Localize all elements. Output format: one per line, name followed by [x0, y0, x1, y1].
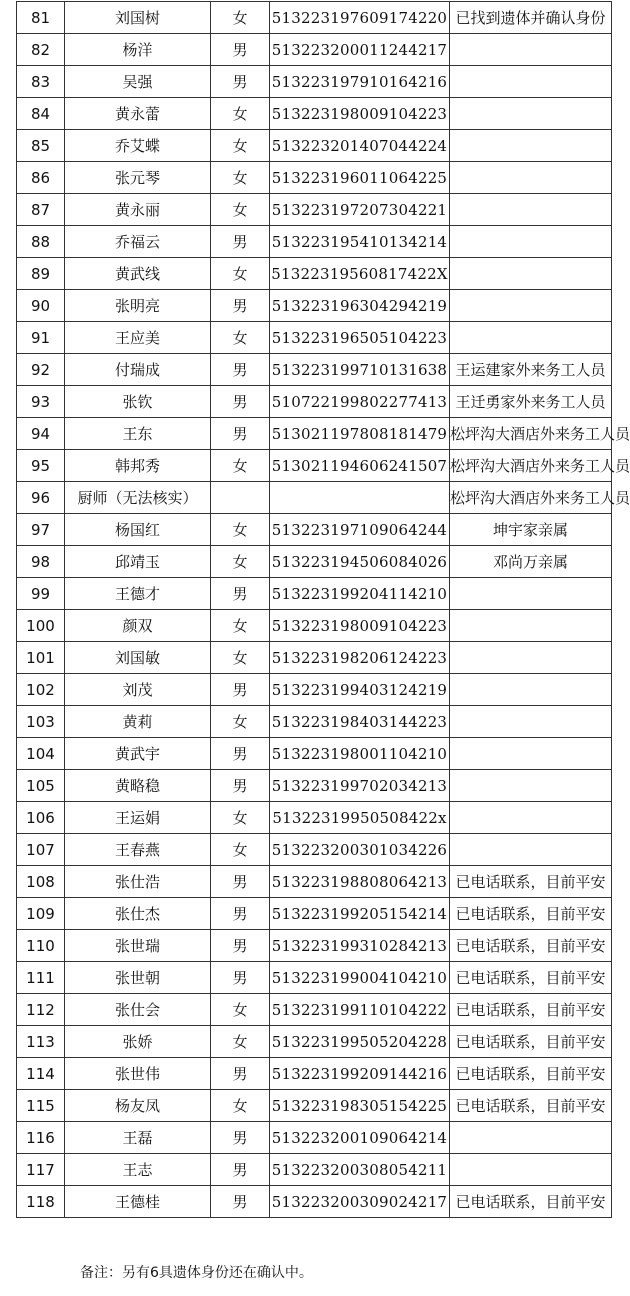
id-number-cell: 513223201407044224 — [270, 130, 450, 162]
table-row — [17, 866, 612, 898]
gender-cell: 女 — [211, 130, 270, 162]
id-number-cell: 513223200308054211 — [270, 1154, 450, 1186]
gender-cell: 男 — [211, 1122, 270, 1154]
row-number-cell: 99 — [17, 578, 65, 610]
table-row — [17, 290, 612, 322]
note-cell — [450, 738, 612, 770]
name-cell: 黄永丽 — [65, 194, 211, 226]
note-cell: 王运建家外来务工人员 — [450, 354, 612, 386]
note-cell — [450, 162, 612, 194]
table-row — [17, 226, 612, 258]
table-row — [17, 642, 612, 674]
row-number-cell: 89 — [17, 258, 65, 290]
row-number-cell: 88 — [17, 226, 65, 258]
gender-cell: 女 — [211, 514, 270, 546]
name-cell: 张明亮 — [65, 290, 211, 322]
name-cell: 黄武线 — [65, 258, 211, 290]
note-cell — [450, 610, 612, 642]
gender-cell: 男 — [211, 66, 270, 98]
gender-cell: 女 — [211, 706, 270, 738]
table-row — [17, 130, 612, 162]
gender-cell: 女 — [211, 258, 270, 290]
row-number-cell: 93 — [17, 386, 65, 418]
note-cell — [450, 130, 612, 162]
table-row — [17, 1058, 612, 1090]
name-cell: 王东 — [65, 418, 211, 450]
table-row — [17, 610, 612, 642]
id-number-cell: 513223198001104210 — [270, 738, 450, 770]
table-row — [17, 34, 612, 66]
row-number-cell: 107 — [17, 834, 65, 866]
gender-cell: 男 — [211, 930, 270, 962]
footnote: 备注：另有6具遗体身份还在确认中。 — [80, 1265, 313, 1281]
name-cell: 张元琴 — [65, 162, 211, 194]
id-number-cell: 513223198305154225 — [270, 1090, 450, 1122]
row-number-cell: 112 — [17, 994, 65, 1026]
name-cell: 王运娟 — [65, 802, 211, 834]
note-cell — [450, 706, 612, 738]
gender-cell: 女 — [211, 802, 270, 834]
id-number-cell: 513223200301034226 — [270, 834, 450, 866]
row-number-cell: 82 — [17, 34, 65, 66]
table-row — [17, 258, 612, 290]
note-cell — [450, 34, 612, 66]
id-number-cell: 513223198009104223 — [270, 98, 450, 130]
gender-cell: 女 — [211, 450, 270, 482]
gender-cell: 男 — [211, 1154, 270, 1186]
name-cell: 杨洋 — [65, 34, 211, 66]
row-number-cell: 91 — [17, 322, 65, 354]
note-cell — [450, 1122, 612, 1154]
id-number-cell: 513223199403124219 — [270, 674, 450, 706]
name-cell: 张钦 — [65, 386, 211, 418]
note-cell: 松坪沟大酒店外来务工人员 — [450, 418, 612, 450]
name-cell: 王应美 — [65, 322, 211, 354]
row-number-cell: 81 — [17, 2, 65, 34]
table-row — [17, 898, 612, 930]
id-number-cell: 513223197109064244 — [270, 514, 450, 546]
table-row — [17, 770, 612, 802]
row-number-cell: 85 — [17, 130, 65, 162]
gender-cell: 女 — [211, 994, 270, 1026]
gender-cell: 男 — [211, 770, 270, 802]
note-cell: 邓尚万亲属 — [450, 546, 612, 578]
gender-cell: 男 — [211, 866, 270, 898]
name-cell: 韩邦秀 — [65, 450, 211, 482]
table-row — [17, 802, 612, 834]
roster-table — [16, 1, 630, 1218]
note-cell: 已电话联系，目前平安 — [450, 930, 612, 962]
gender-cell: 女 — [211, 1026, 270, 1058]
name-cell: 王德桂 — [65, 1186, 211, 1218]
note-cell: 已电话联系，目前平安 — [450, 1026, 612, 1058]
name-cell: 杨国红 — [65, 514, 211, 546]
note-cell — [450, 226, 612, 258]
name-cell: 厨师（无法核实） — [65, 482, 211, 514]
id-number-cell: 513223199702034213 — [270, 770, 450, 802]
id-number-cell: 513223195410134214 — [270, 226, 450, 258]
table-row — [17, 2, 612, 34]
row-number-cell: 84 — [17, 98, 65, 130]
name-cell: 黄永蕾 — [65, 98, 211, 130]
note-cell: 已找到遗体并确认身份 — [450, 2, 612, 34]
row-number-cell: 109 — [17, 898, 65, 930]
name-cell: 黄武宇 — [65, 738, 211, 770]
id-number-cell: 51322319950508422x — [270, 802, 450, 834]
note-cell — [450, 290, 612, 322]
id-number-cell: 513223196011064225 — [270, 162, 450, 194]
name-cell: 乔福云 — [65, 226, 211, 258]
name-cell: 张娇 — [65, 1026, 211, 1058]
note-cell — [450, 258, 612, 290]
id-number-cell: 510722199802277413 — [270, 386, 450, 418]
table-row — [17, 834, 612, 866]
note-cell — [450, 802, 612, 834]
name-cell: 王德才 — [65, 578, 211, 610]
id-number-cell: 513223198206124223 — [270, 642, 450, 674]
id-number-cell: 513223200109064214 — [270, 1122, 450, 1154]
gender-cell: 女 — [211, 834, 270, 866]
note-cell — [450, 674, 612, 706]
row-number-cell: 101 — [17, 642, 65, 674]
note-cell — [450, 642, 612, 674]
name-cell: 刘国树 — [65, 2, 211, 34]
gender-cell: 男 — [211, 738, 270, 770]
table-row — [17, 706, 612, 738]
gender-cell: 男 — [211, 578, 270, 610]
row-number-cell: 94 — [17, 418, 65, 450]
note-cell — [450, 578, 612, 610]
note-cell — [450, 66, 612, 98]
table-row — [17, 1090, 612, 1122]
note-cell — [450, 194, 612, 226]
gender-cell: 女 — [211, 610, 270, 642]
row-number-cell: 103 — [17, 706, 65, 738]
gender-cell: 男 — [211, 226, 270, 258]
name-cell: 张世伟 — [65, 1058, 211, 1090]
name-cell: 黄莉 — [65, 706, 211, 738]
row-number-cell: 104 — [17, 738, 65, 770]
table-row — [17, 322, 612, 354]
table-row — [17, 994, 612, 1026]
id-number-cell: 513223197207304221 — [270, 194, 450, 226]
note-cell: 已电话联系，目前平安 — [450, 898, 612, 930]
row-number-cell: 116 — [17, 1122, 65, 1154]
note-cell — [450, 1154, 612, 1186]
id-number-cell: 513223200011244217 — [270, 34, 450, 66]
id-number-cell: 513223198403144223 — [270, 706, 450, 738]
gender-cell: 女 — [211, 1090, 270, 1122]
note-cell: 王迁勇家外来务工人员 — [450, 386, 612, 418]
note-cell: 已电话联系，目前平安 — [450, 866, 612, 898]
gender-cell: 男 — [211, 290, 270, 322]
gender-cell: 女 — [211, 546, 270, 578]
id-number-cell: 513223199110104222 — [270, 994, 450, 1026]
name-cell: 乔艾蝶 — [65, 130, 211, 162]
row-number-cell: 117 — [17, 1154, 65, 1186]
note-cell — [450, 834, 612, 866]
roster-table-body — [17, 2, 630, 1218]
table-row — [17, 1154, 612, 1186]
gender-cell: 男 — [211, 386, 270, 418]
row-number-cell: 90 — [17, 290, 65, 322]
name-cell: 王志 — [65, 1154, 211, 1186]
gender-cell: 男 — [211, 898, 270, 930]
id-number-cell: 513223194506084026 — [270, 546, 450, 578]
gender-cell: 女 — [211, 194, 270, 226]
table-row — [17, 738, 612, 770]
table-row — [17, 1026, 612, 1058]
row-number-cell: 111 — [17, 962, 65, 994]
note-cell — [450, 322, 612, 354]
table-row — [17, 674, 612, 706]
roster-sheet — [16, 1, 630, 1218]
row-number-cell: 118 — [17, 1186, 65, 1218]
id-number-cell: 513223200309024217 — [270, 1186, 450, 1218]
note-cell: 已电话联系，目前平安 — [450, 1058, 612, 1090]
note-cell: 已电话联系，目前平安 — [450, 1186, 612, 1218]
row-number-cell: 113 — [17, 1026, 65, 1058]
row-number-cell: 115 — [17, 1090, 65, 1122]
note-cell — [450, 770, 612, 802]
table-row — [17, 418, 612, 450]
id-number-cell: 513223199505204228 — [270, 1026, 450, 1058]
row-number-cell: 97 — [17, 514, 65, 546]
name-cell: 刘国敏 — [65, 642, 211, 674]
name-cell: 付瑞成 — [65, 354, 211, 386]
gender-cell: 男 — [211, 674, 270, 706]
id-number-cell: 513223198009104223 — [270, 610, 450, 642]
table-row — [17, 98, 612, 130]
id-number-cell: 513223199004104210 — [270, 962, 450, 994]
row-number-cell: 86 — [17, 162, 65, 194]
note-cell: 已电话联系，目前平安 — [450, 1090, 612, 1122]
name-cell: 吴强 — [65, 66, 211, 98]
gender-cell: 男 — [211, 1186, 270, 1218]
row-number-cell: 87 — [17, 194, 65, 226]
id-number-cell: 513223199209144216 — [270, 1058, 450, 1090]
id-number-cell: 513223197609174220 — [270, 2, 450, 34]
table-row — [17, 386, 612, 418]
table-row — [17, 546, 612, 578]
row-number-cell: 102 — [17, 674, 65, 706]
gender-cell: 男 — [211, 354, 270, 386]
note-cell: 松坪沟大酒店外来务工人员 — [450, 450, 612, 482]
gender-cell: 男 — [211, 962, 270, 994]
name-cell: 张世瑞 — [65, 930, 211, 962]
table-row — [17, 482, 612, 514]
gender-cell: 女 — [211, 162, 270, 194]
table-row — [17, 514, 612, 546]
row-number-cell: 106 — [17, 802, 65, 834]
id-number-cell — [270, 482, 450, 514]
id-number-cell: 513223197910164216 — [270, 66, 450, 98]
table-row — [17, 162, 612, 194]
table-row — [17, 354, 612, 386]
id-number-cell: 513223198808064213 — [270, 866, 450, 898]
row-number-cell: 108 — [17, 866, 65, 898]
row-number-cell: 92 — [17, 354, 65, 386]
gender-cell: 女 — [211, 642, 270, 674]
note-cell: 已电话联系，目前平安 — [450, 962, 612, 994]
table-row — [17, 930, 612, 962]
id-number-cell: 51322319560817422X — [270, 258, 450, 290]
gender-cell — [211, 482, 270, 514]
table-row — [17, 194, 612, 226]
id-number-cell: 513223199204114210 — [270, 578, 450, 610]
name-cell: 张世朝 — [65, 962, 211, 994]
row-number-cell: 95 — [17, 450, 65, 482]
note-cell: 松坪沟大酒店外来务工人员 — [450, 482, 612, 514]
name-cell: 刘茂 — [65, 674, 211, 706]
name-cell: 杨友凤 — [65, 1090, 211, 1122]
name-cell: 王春燕 — [65, 834, 211, 866]
name-cell: 邱靖玉 — [65, 546, 211, 578]
name-cell: 张仕浩 — [65, 866, 211, 898]
table-row — [17, 1122, 612, 1154]
id-number-cell: 513223199710131638 — [270, 354, 450, 386]
gender-cell: 男 — [211, 418, 270, 450]
table-row — [17, 66, 612, 98]
row-number-cell: 98 — [17, 546, 65, 578]
name-cell: 黄略稳 — [65, 770, 211, 802]
row-number-cell: 100 — [17, 610, 65, 642]
name-cell: 张仕会 — [65, 994, 211, 1026]
note-cell: 坤宇家亲属 — [450, 514, 612, 546]
row-number-cell: 110 — [17, 930, 65, 962]
row-number-cell: 83 — [17, 66, 65, 98]
gender-cell: 女 — [211, 322, 270, 354]
row-number-cell: 105 — [17, 770, 65, 802]
table-row — [17, 578, 612, 610]
gender-cell: 男 — [211, 1058, 270, 1090]
name-cell: 颜双 — [65, 610, 211, 642]
note-cell: 已电话联系，目前平安 — [450, 994, 612, 1026]
gender-cell: 女 — [211, 98, 270, 130]
note-cell — [450, 98, 612, 130]
id-number-cell: 513021194606241507 — [270, 450, 450, 482]
table-row — [17, 1186, 612, 1218]
gender-cell: 女 — [211, 2, 270, 34]
id-number-cell: 513223199310284213 — [270, 930, 450, 962]
id-number-cell: 513021197808181479 — [270, 418, 450, 450]
id-number-cell: 513223199205154214 — [270, 898, 450, 930]
id-number-cell: 513223196304294219 — [270, 290, 450, 322]
name-cell: 王磊 — [65, 1122, 211, 1154]
id-number-cell: 513223196505104223 — [270, 322, 450, 354]
name-cell: 张仕杰 — [65, 898, 211, 930]
gender-cell: 男 — [211, 34, 270, 66]
table-row — [17, 962, 612, 994]
row-number-cell: 96 — [17, 482, 65, 514]
table-row — [17, 450, 612, 482]
row-number-cell: 114 — [17, 1058, 65, 1090]
